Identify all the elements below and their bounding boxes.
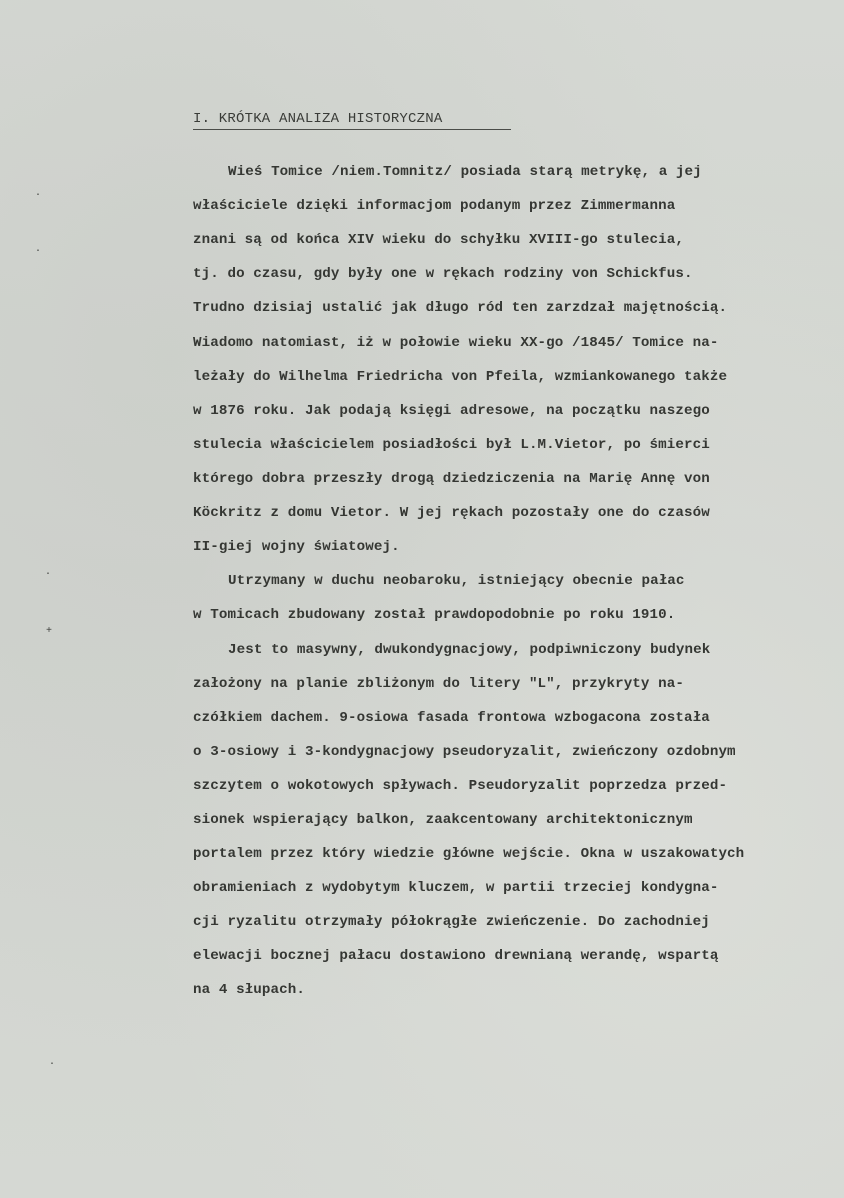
margin-mark: · bbox=[45, 569, 52, 580]
text-line: Wiadomo natomiast, iż w połowie wieku XX-go /1845/ Tomice na- bbox=[193, 335, 719, 351]
text-line: na 4 słupach. bbox=[193, 982, 305, 998]
margin-mark: · bbox=[35, 190, 42, 201]
text-line: Jest to masywny, dwukondygnacjowy, podpiwniczony budynek bbox=[228, 642, 711, 658]
text-line: leżały do Wilhelma Friedricha von Pfeila, wzmiankowanego także bbox=[193, 369, 728, 385]
text-line: właściciele dzięki informacjom podanym przez Zimmermanna bbox=[193, 198, 676, 214]
text-line: Köckritz z domu Vietor. W jej rękach pozostały one do czasów bbox=[193, 505, 710, 521]
text-line: założony na planie zbliżonym do litery "L", przykryty na- bbox=[193, 676, 684, 692]
text-line: cji ryzalitu otrzymały półokrągłe zwieńczenie. Do zachodniej bbox=[193, 914, 710, 930]
text-line: Trudno dzisiaj ustalić jak długo ród ten zarzdzał majętnością. bbox=[193, 300, 728, 316]
text-line: II-giej wojny światowej. bbox=[193, 539, 400, 555]
text-line: w 1876 roku. Jak podają księgi adresowe, na początku naszego bbox=[193, 403, 710, 419]
text-line: obramieniach z wydobytym kluczem, w partii trzeciej kondygna- bbox=[193, 880, 719, 896]
text-line: czółkiem dachem. 9-osiowa fasada frontowa wzbogacona została bbox=[193, 710, 710, 726]
margin-mark: · bbox=[49, 1059, 56, 1070]
text-line: portalem przez który wiedzie główne wejście. Okna w uszakowatych bbox=[193, 846, 745, 862]
text-line: sionek wspierający balkon, zaakcentowany architektonicznym bbox=[193, 812, 693, 828]
text-line: tj. do czasu, gdy były one w rękach rodziny von Schickfus. bbox=[193, 266, 693, 282]
text-line: Utrzymany w duchu neobaroku, istniejący obecnie pałac bbox=[228, 573, 685, 589]
margin-mark: + bbox=[46, 626, 53, 637]
text-line: znani są od końca XIV wieku do schyłku XVIII-go stulecia, bbox=[193, 232, 684, 248]
margin-mark: · bbox=[35, 246, 42, 257]
text-line: o 3-osiowy i 3-kondygnacjowy pseudoryzalit, zwieńczony ozdobnym bbox=[193, 744, 736, 760]
heading-underline bbox=[193, 129, 511, 130]
text-line: którego dobra przeszły drogą dziedziczenia na Marię Annę von bbox=[193, 471, 710, 487]
text-line: szczytem o wokotowych spływach. Pseudoryzalit poprzedza przed- bbox=[193, 778, 728, 794]
text-line: stulecia właścicielem posiadłości był L.M.Vietor, po śmierci bbox=[193, 437, 710, 453]
section-heading: I. KRÓTKA ANALIZA HISTORYCZNA bbox=[193, 111, 443, 127]
text-line: w Tomicach zbudowany został prawdopodobnie po roku 1910. bbox=[193, 607, 676, 623]
text-line: elewacji bocznej pałacu dostawiono drewnianą werandę, wspartą bbox=[193, 948, 719, 964]
text-line: Wieś Tomice /niem.Tomnitz/ posiada starą metrykę, a jej bbox=[228, 164, 702, 180]
